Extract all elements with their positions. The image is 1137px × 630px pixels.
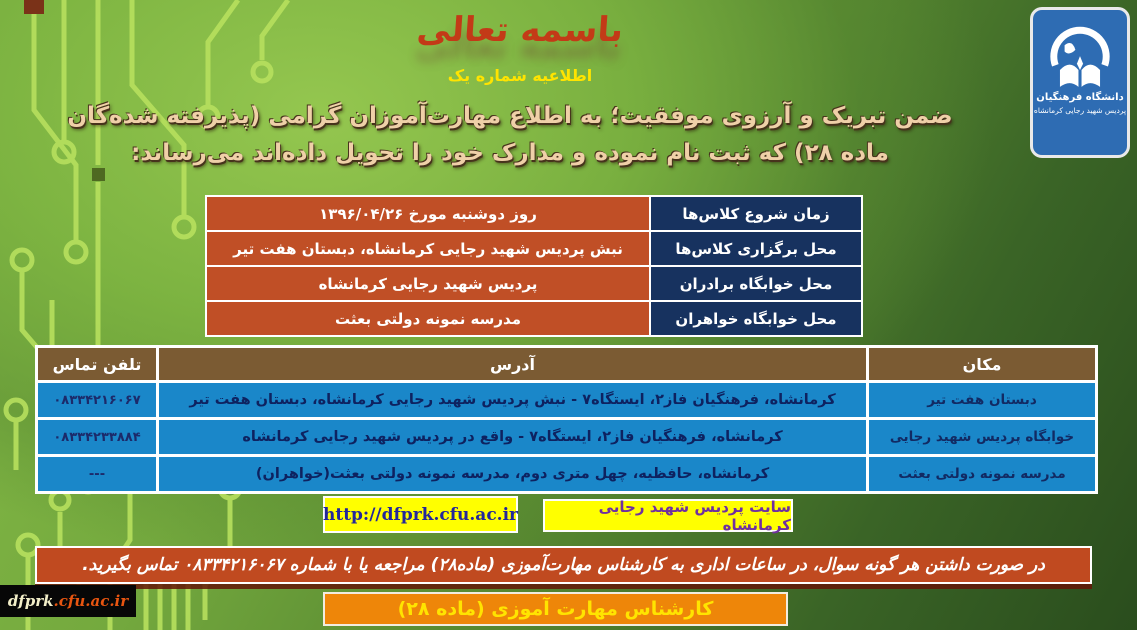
address-table-header-row — [38, 348, 1095, 380]
intro-line-2: ماده ۲۸) که ثبت نام نموده و مدارک خود را تحویل داده‌اند می‌رساند: — [131, 140, 889, 166]
schedule-table — [205, 195, 863, 337]
footer-site-link[interactable] — [0, 585, 136, 617]
table-row — [207, 232, 861, 265]
column-header-phone: تلفن تماس — [38, 348, 156, 380]
table-row — [207, 302, 861, 335]
phone-cell: ۰۸۳۳۴۲۱۶۰۶۷ — [38, 383, 156, 417]
address-cell: کرمانشاه، فرهنگیان فاز۲، ایستگاه۷ - واقع در پردیس شهید رجایی کرمانشاه — [159, 420, 866, 454]
location-cell: مدرسه نمونه دولتی بعثت — [869, 457, 1095, 491]
location-cell: خوابگاه پردیس شهید رجایی — [869, 420, 1095, 454]
address-cell: کرمانشاه، حافظیه، چهل متری دوم، مدرسه نمونه دولتی بعثت(خواهران) — [159, 457, 866, 491]
phone-cell: --- — [38, 457, 156, 491]
table-row — [207, 197, 861, 230]
address-cell: کرمانشاه، فرهنگیان فاز۲، ایستگاه۷ - نبش پردیس شهید رجایی کرمانشاه، دبستان هفت تیر — [159, 383, 866, 417]
schedule-row-value: نبش پردیس شهید رجایی کرمانشاه، دبستان هفت تیر — [207, 232, 649, 265]
basmala-title: باسمه تعالی — [415, 10, 625, 50]
schedule-row-value: پردیس شهید رجایی کرمانشاه — [207, 267, 649, 300]
location-cell: دبستان هفت تیر — [869, 383, 1095, 417]
schedule-row-label: محل خوابگاه برادران — [651, 267, 861, 300]
intro-line-1: ضمن تبریک و آرزوی موفقیت؛ به اطلاع مهارت‌آموزان گرامی (پذیرفته شده‌گان — [67, 103, 953, 129]
university-logo — [1030, 7, 1130, 158]
table-row — [207, 267, 861, 300]
university-emblem-icon — [1041, 16, 1119, 90]
schedule-row-label: زمان شروع کلاس‌ها — [651, 197, 861, 230]
schedule-row-label: محل برگزاری کلاس‌ها — [651, 232, 861, 265]
schedule-row-value: مدرسه نمونه دولتی بعثت — [207, 302, 649, 335]
table-row — [38, 383, 1095, 417]
logo-campus-name: پردیس شهید رجایی کرمانشاه — [1033, 106, 1127, 115]
footer-site-prefix: dfprk — [7, 592, 54, 610]
table-row — [38, 420, 1095, 454]
footer-role-banner: کارشناس مهارت آموزی (ماده ۲۸) — [323, 592, 788, 626]
phone-cell: ۰۸۳۳۴۲۳۳۸۸۴ — [38, 420, 156, 454]
schedule-row-label: محل خوابگاه خواهران — [651, 302, 861, 335]
logo-university-name: دانشگاه فرهنگیان — [1036, 92, 1124, 103]
column-header-location: مکان — [869, 348, 1095, 380]
site-url-link[interactable]: http://dfprk.cfu.ac.ir — [323, 496, 518, 533]
notice-number-subtitle: اطلاعیه شماره یک — [447, 66, 593, 85]
intro-paragraph — [20, 98, 1000, 172]
address-table — [35, 345, 1098, 494]
site-name-badge: سایت پردیس شهید رجایی کرمانشاه — [543, 499, 793, 532]
schedule-row-value: روز دوشنبه مورخ ۱۳۹۶/۰۴/۲۶ — [207, 197, 649, 230]
table-row — [38, 457, 1095, 491]
contact-note-banner: در صورت داشتن هر گونه سوال، در ساعات اداری به کارشناس مهارت‌آموزی (ماده۲۸) مراجعه یا با شماره ۰۸۳۳۴۲۱۶۰۶۷ تماس بگیرید. — [35, 546, 1092, 584]
footer-site-suffix: .cfu.ac.ir — [53, 592, 129, 610]
column-header-address: آدرس — [159, 348, 866, 380]
